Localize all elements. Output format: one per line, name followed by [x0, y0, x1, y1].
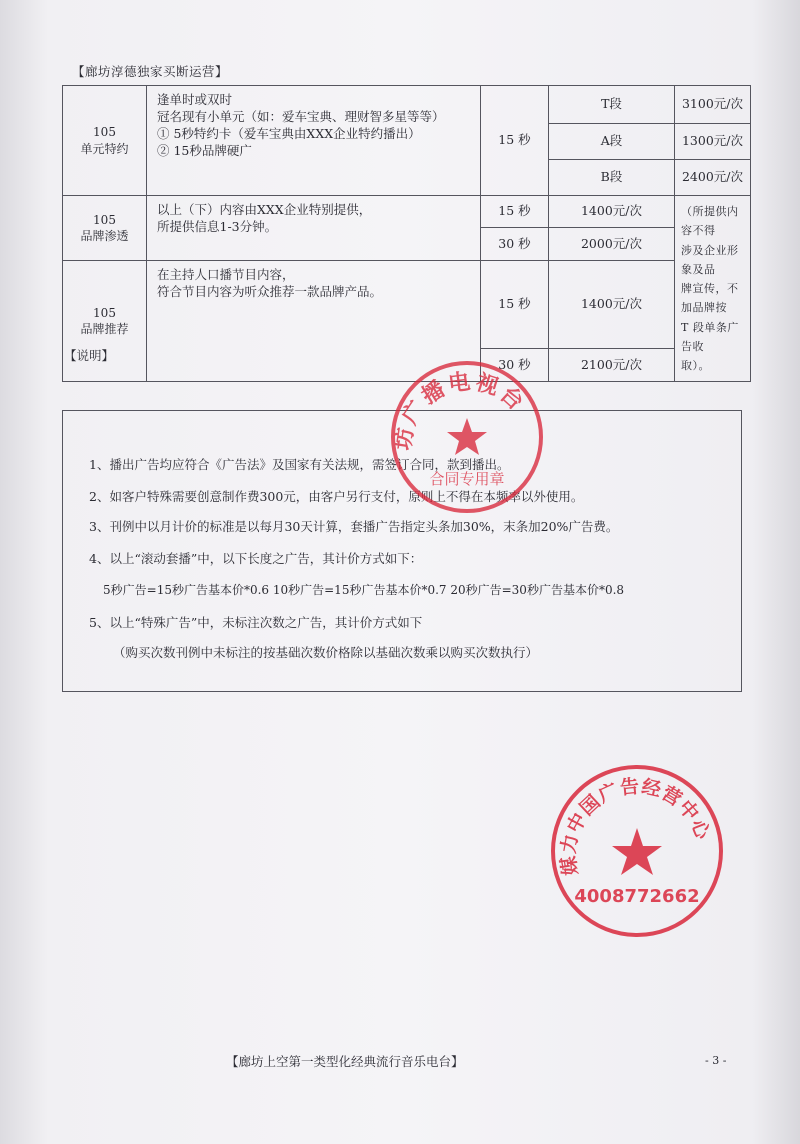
- description-cell: [147, 86, 481, 196]
- note-item: （购买次数刊例中未标注的按基础次数价格除以基础次数乘以购买次数执行）: [113, 645, 539, 660]
- note-item: 3、刊例中以月计价的标准是以每月30天计算，套播广告指定头条加30%，末条加20%广告费。: [89, 519, 619, 534]
- notes-label: 【说明】: [64, 348, 115, 363]
- price-cell: 1300元/次: [675, 124, 751, 160]
- price-cell: 1400元/次: [549, 196, 675, 228]
- description-cell: [147, 196, 481, 261]
- note-item: 2、如客户特殊需要创意制作费300元，由客户另行支付，原则上不得在本频率以外使用。: [89, 489, 584, 504]
- note-cell: [675, 196, 751, 382]
- table-row: [63, 86, 751, 124]
- segment-cell: A段: [549, 124, 675, 160]
- duration-cell: 15 秒: [481, 86, 549, 196]
- note-item: 1、播出广告均应符合《广告法》及国家有关法规，需签订合同，款到播出。: [89, 457, 510, 472]
- note-item: 5、以上“特殊广告”中，未标注次数之广告，其计价方式如下: [89, 615, 423, 630]
- duration-cell: 30 秒: [481, 228, 549, 261]
- desc-line: 冠名现有小单元（如：爱车宝典、理财智多星等等）: [157, 108, 445, 124]
- segment-cell: B段: [549, 160, 675, 196]
- price-cell: 2000元/次: [549, 228, 675, 261]
- ad-center-stamp: [548, 762, 726, 940]
- page-header: 【廊坊淳德独家买断运营】: [72, 64, 229, 79]
- table-row: [63, 261, 751, 349]
- seal-arc-text: 坊广播电视台: [390, 369, 531, 452]
- note-line: 牌宣传，不加品牌按: [681, 282, 739, 315]
- desc-line: 符合节目内容为听众推荐一款品牌产品。: [157, 283, 383, 299]
- contract-seal-stamp: [386, 356, 548, 518]
- note-item: 4、以上“滚动套播”中，以下长度之广告，其计价方式如下：: [89, 551, 423, 566]
- product-name: 品牌推荐: [80, 322, 129, 337]
- product-code: 105: [93, 212, 116, 227]
- product-name: 品牌渗透: [80, 229, 129, 243]
- note-line: （所提供内容不得: [681, 205, 739, 238]
- seal-phone: 4008772662: [574, 886, 700, 907]
- desc-line: 逢单时或双时: [157, 92, 233, 107]
- product-code: 105: [93, 305, 116, 320]
- seal-arc-text: 媒力中国广告经营中心: [557, 775, 715, 877]
- table-row: [63, 196, 751, 228]
- desc-line: ① 5秒特约卡（爱车宝典由XXX企业特约播出）: [157, 125, 421, 141]
- note-item: 5秒广告=15秒广告基本价*0.6 10秒广告=15秒广告基本价*0.7 20秒广告=30秒广告基本价*0.8: [103, 583, 625, 597]
- star-icon: [447, 418, 487, 455]
- product-code: 105: [93, 125, 116, 140]
- desc-line: 以上（下）内容由XXX企业特别提供，: [157, 202, 372, 217]
- price-cell: 3100元/次: [675, 86, 751, 124]
- price-cell: 1400元/次: [549, 261, 675, 349]
- note-line: 取）。: [681, 359, 710, 372]
- price-cell: 2400元/次: [675, 160, 751, 196]
- note-line: 涉及企业形象及品: [681, 243, 739, 276]
- duration-cell: 15 秒: [481, 196, 549, 228]
- price-cell: 2100元/次: [549, 349, 675, 382]
- rate-table: [62, 85, 751, 382]
- page-footer: 【廊坊上空第一类型化经典流行音乐电台】: [226, 1054, 464, 1069]
- product-cell: [63, 196, 147, 261]
- desc-line: 所提供信息1-3分钟。: [157, 218, 278, 234]
- duration-cell: 15 秒: [481, 261, 549, 349]
- note-line: T 段单条广告收: [681, 320, 739, 353]
- product-cell: [63, 86, 147, 196]
- segment-cell: T段: [549, 86, 675, 124]
- seal-bottom-text: 合同专用章: [429, 470, 505, 488]
- page-number: - 3 -: [705, 1054, 727, 1067]
- duration-cell: 30 秒: [481, 349, 549, 382]
- product-name: 单元特约: [80, 141, 129, 156]
- star-icon: [612, 828, 662, 875]
- desc-line: 在主持人口播节目内容，: [157, 267, 295, 282]
- desc-line: ② 15秒品牌硬广: [157, 142, 252, 158]
